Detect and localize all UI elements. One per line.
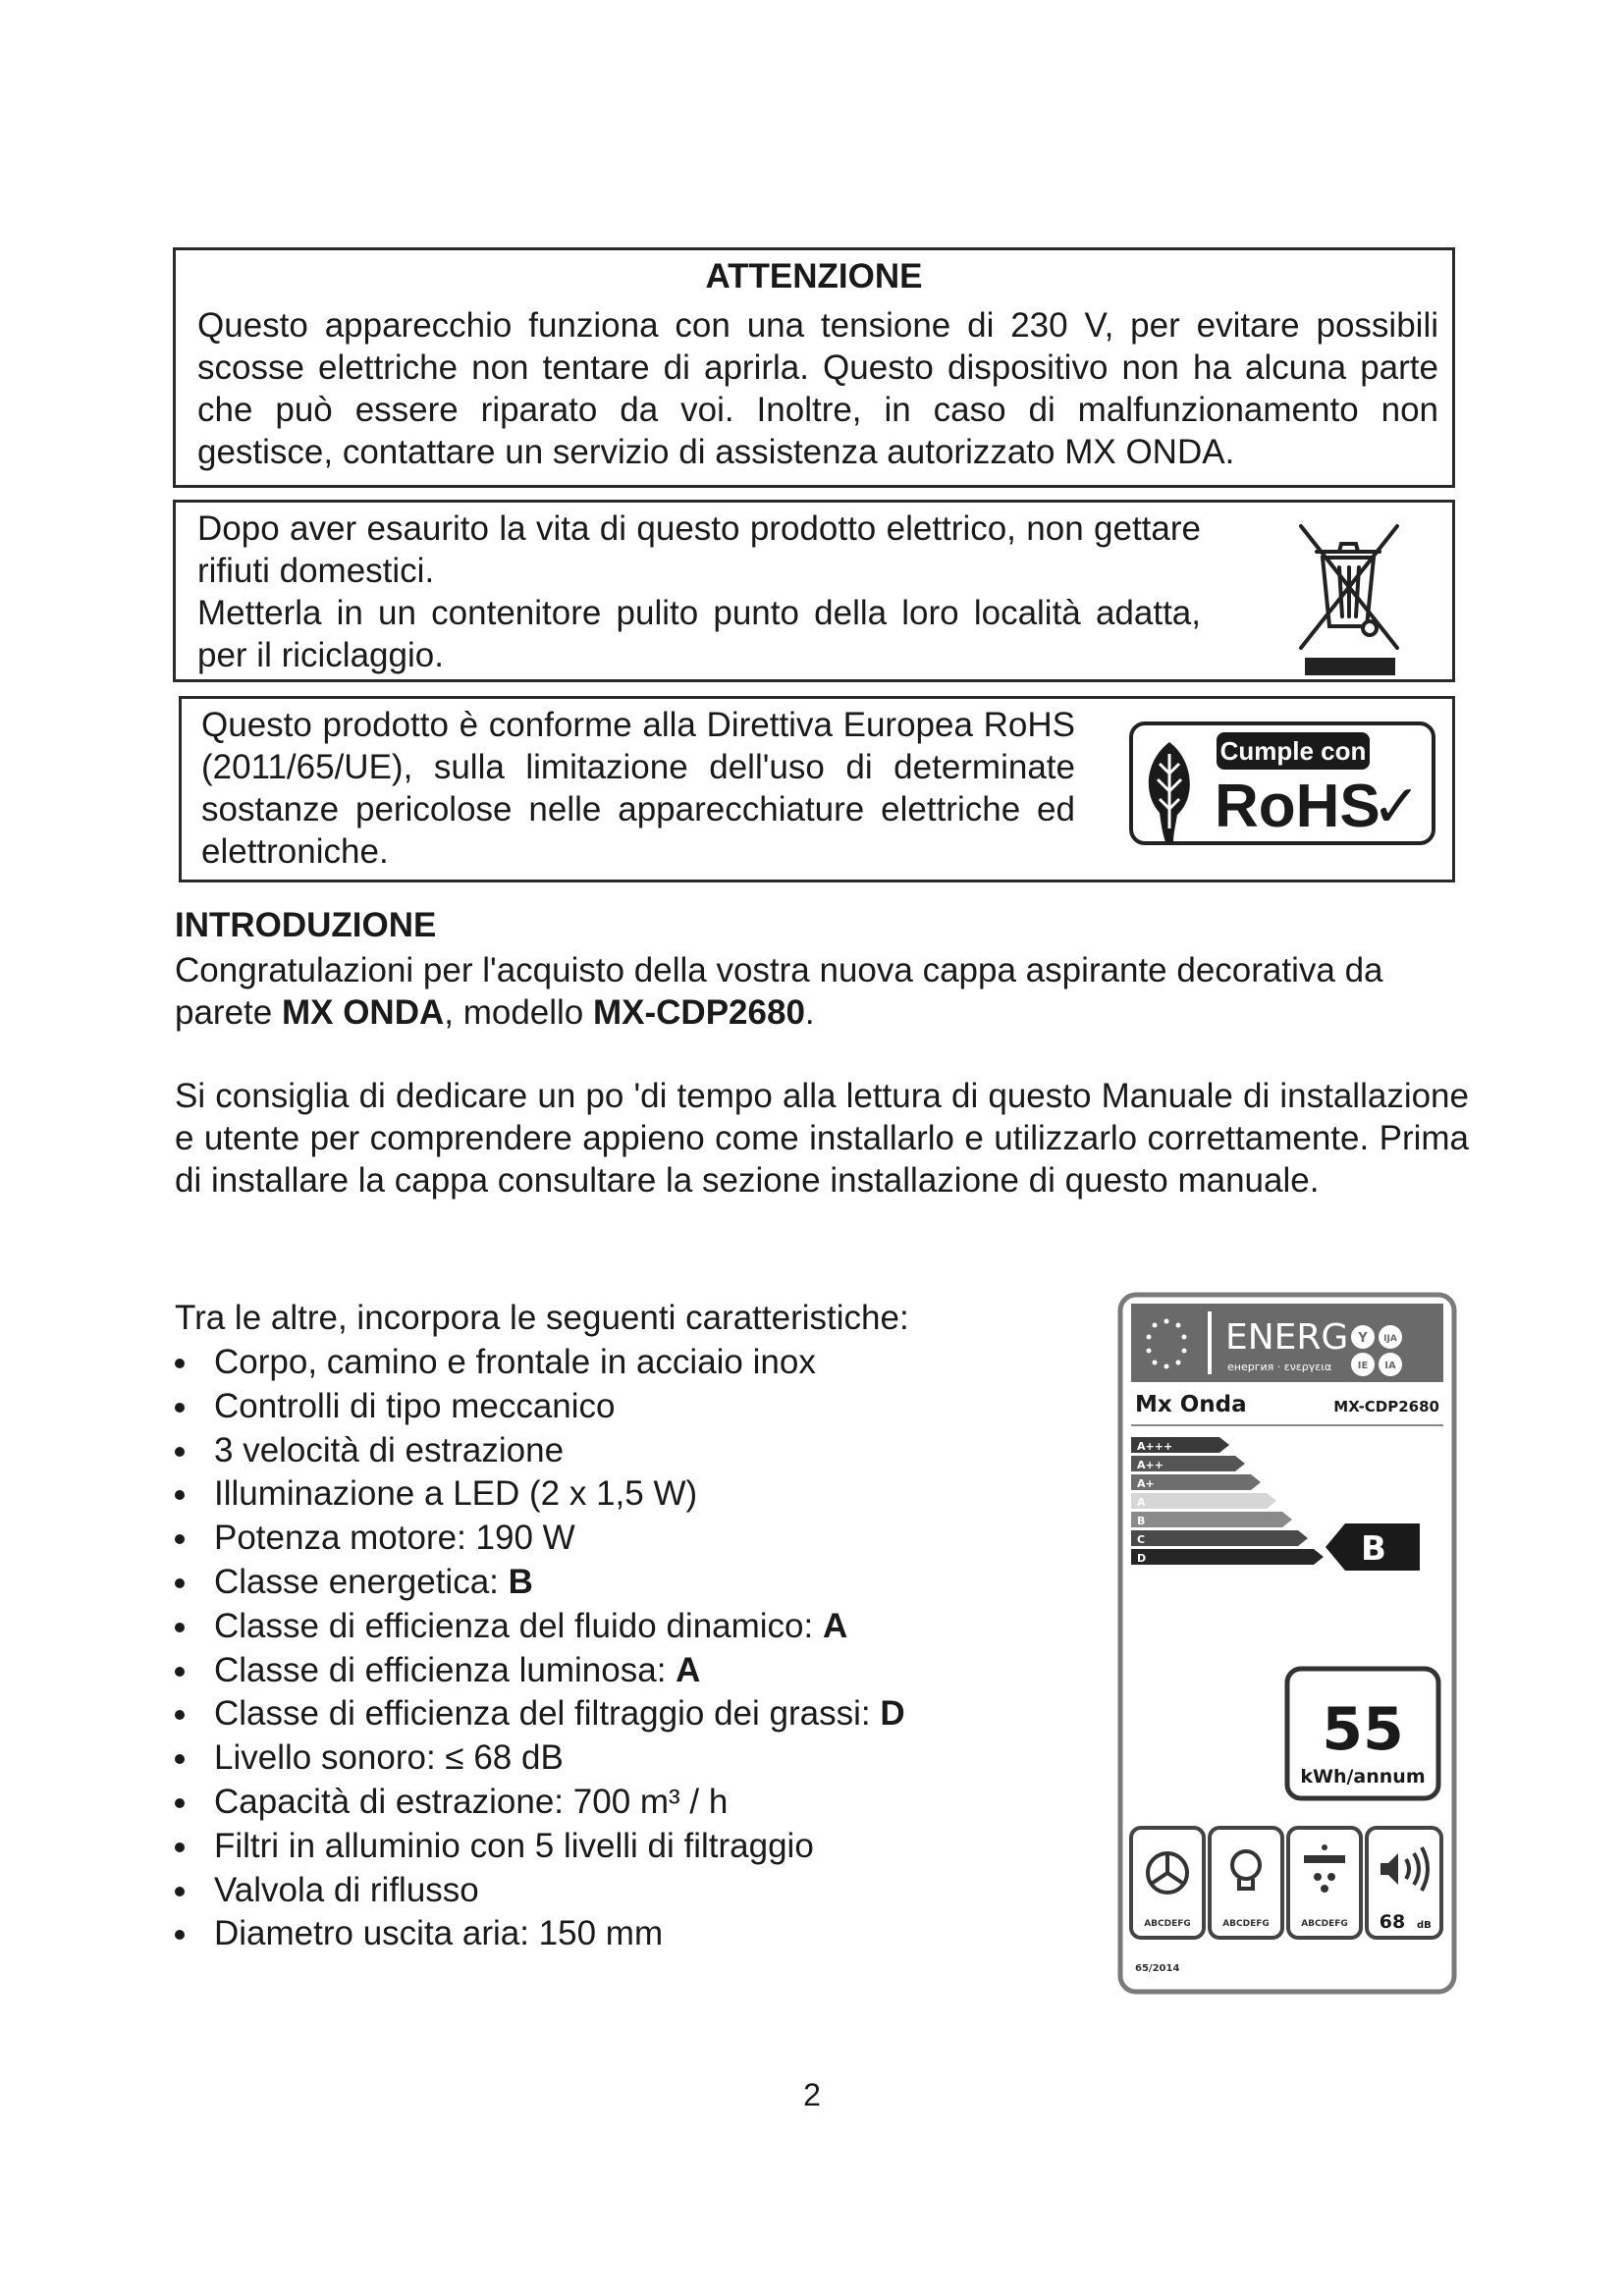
model-name: MX-CDP2680 [593, 993, 805, 1032]
feature-item: Livello sonoro: ≤ 68 dB [175, 1736, 905, 1781]
rohs-logo-main: RoHS [1215, 773, 1380, 840]
rating-value: B [1361, 1529, 1386, 1569]
disposal-line-2: Metterla in un contenitore pulito punto della loro località adatta, per il riciclaggio. [197, 594, 1201, 674]
svg-text:Y: Y [1358, 1331, 1368, 1346]
intro-title: INTRODUZIONE [175, 906, 437, 944]
rohs-logo [1128, 721, 1436, 846]
rohs-logo-top: Cumple con [1219, 736, 1367, 766]
feature-item: Valvola di riflusso [175, 1869, 905, 1913]
intro-paragraph-2: Si consiglia di dedicare un po 'di tempo alla lettura di questo Manuale di installazione e utente per comprendere appieno come installarlo e utilizzarlo correttamente. Prima di installare la cappa consultare la sezione installazione di questo manuale. [175, 1077, 1469, 1200]
disposal-box [173, 500, 1455, 682]
energy-class-bar [1131, 1549, 1324, 1565]
page-number: 2 [803, 2077, 821, 2112]
feature-item: 3 velocità di estrazione [175, 1429, 905, 1473]
crossed-bin-icon [1295, 520, 1403, 677]
regulation-number: 65/2014 [1135, 1963, 1180, 1974]
energy-label [1117, 1292, 1457, 1995]
energy-class-label: A++ [1137, 1459, 1164, 1471]
svg-text:IE: IE [1357, 1361, 1369, 1371]
intro-p1-text: Congratulazioni per l'acquisto della vostra nuova cappa aspirante decorativa da parete [175, 951, 1383, 1032]
brand-name: MX ONDA [281, 993, 445, 1032]
pictogram-row [1131, 1828, 1441, 1938]
energy-class-bar [1131, 1493, 1276, 1509]
energy-class-label: C [1137, 1533, 1146, 1546]
feature-item: Potenza motore: 190 W [175, 1517, 905, 1561]
intro-p1-end: . [804, 993, 815, 1032]
feature-item: Filtri in alluminio con 5 livelli di filtraggio [175, 1825, 905, 1869]
energy-label-model: MX-CDP2680 [1333, 1398, 1439, 1415]
energy-class-label: D [1137, 1552, 1147, 1565]
energy-class-label: A [1137, 1496, 1146, 1509]
svg-text:ABCDEFG: ABCDEFG [1301, 1919, 1348, 1929]
sound-value: 68 [1379, 1911, 1406, 1933]
svg-text:ABCDEFG: ABCDEFG [1144, 1919, 1191, 1929]
disposal-text [197, 507, 1201, 676]
feature-item: Controlli di tipo meccanico [175, 1385, 905, 1429]
feature-list [175, 1341, 905, 1956]
energy-label-subtitle: енергия · ενεργεια [1227, 1361, 1332, 1373]
rating-arrow [1326, 1523, 1420, 1571]
svg-text:IJA: IJA [1383, 1334, 1397, 1344]
energy-class-bar [1131, 1530, 1308, 1546]
check-icon: ✓ [1372, 773, 1422, 841]
feature-item: Illuminazione a LED (2 x 1,5 W) [175, 1472, 905, 1517]
energy-class-label: B [1137, 1515, 1146, 1527]
energy-label-title: ENERG [1225, 1317, 1349, 1358]
warning-text: Questo apparecchio funziona con una tensione di 230 V, per evitare possibili scosse elettriche non tentare di aprirla. Questo dispositivo non ha alcuna parte che può essere riparato da voi. Inoltre, in caso di malfunzionamento non gestisce, contattare un servizio di assistenza autorizzato MX ONDA. [197, 306, 1438, 471]
energy-class-label: A+ [1137, 1477, 1155, 1490]
svg-text:IA: IA [1384, 1361, 1396, 1371]
intro-p1-mid: , modello [444, 993, 593, 1032]
rohs-box [179, 696, 1455, 882]
features-lead: Tra le altre, incorpora le seguenti caratteristiche: [175, 1299, 909, 1337]
feature-item: Corpo, camino e frontale in acciaio inox [175, 1341, 905, 1385]
sound-unit: dB [1417, 1920, 1432, 1931]
energy-class-bar [1131, 1512, 1292, 1527]
energy-label-brand: Mx Onda [1135, 1392, 1247, 1417]
energy-class-label: A+++ [1137, 1440, 1173, 1453]
feature-item: Diametro uscita aria: 150 mm [175, 1912, 905, 1956]
feature-item: Capacità di estrazione: 700 m³ / h [175, 1781, 905, 1825]
disposal-line-1: Dopo aver esaurito la vita di questo prodotto elettrico, non gettare rifiuti domestici. [197, 509, 1201, 590]
feature-item: Classe energetica: B [175, 1561, 905, 1605]
warning-box [173, 247, 1455, 488]
intro-paragraph-1 [175, 949, 1451, 1034]
rohs-text: Questo prodotto è conforme alla Direttiva Europea RoHS (2011/65/UE), sulla limitazione dell'uso di determinate sostanze pericolose nelle apparecchiature elettriche ed elettroniche. [201, 706, 1075, 871]
consumption-value: 55 [1322, 1695, 1404, 1764]
feature-item: Classe di efficienza luminosa: A [175, 1649, 905, 1693]
svg-text:ABCDEFG: ABCDEFG [1222, 1919, 1270, 1929]
feature-item: Classe di efficienza del fluido dinamico: A [175, 1605, 905, 1649]
consumption-unit: kWh/annum [1300, 1766, 1426, 1788]
warning-title: ATTENZIONE [705, 257, 923, 295]
feature-item: Classe di efficienza del filtraggio dei grassi: D [175, 1692, 905, 1736]
